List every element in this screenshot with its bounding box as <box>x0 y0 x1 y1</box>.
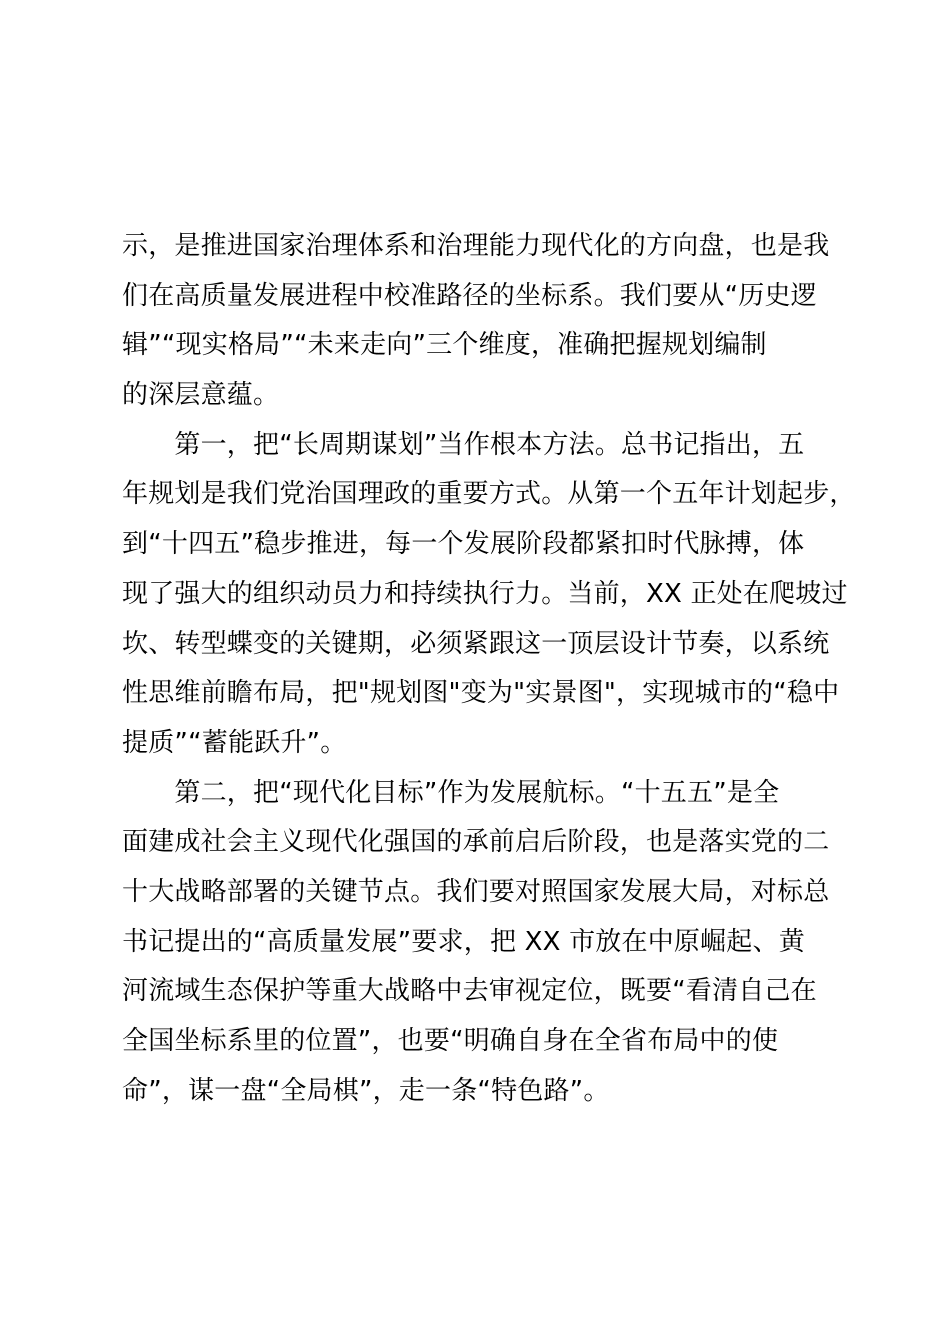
text-line: 坎、转型蝶变的关键期，必须紧跟这一顶层设计节奏，以系统 <box>122 628 830 659</box>
body-text <box>122 222 856 1116</box>
text-line: 到“十四五”稳步推进，每一个发展阶段都紧扣时代脉搏，体 <box>122 529 805 560</box>
text-line: 年规划是我们党治国理政的重要方式。从第一个五年计划起步， <box>122 479 856 510</box>
text-line: 现了强大的组织动员力和持续执行力。当前，XX 正处在爬坡过 <box>122 578 848 609</box>
text-line: 面建成社会主义现代化强国的承前启后阶段，也是落实党的二 <box>122 827 830 858</box>
text-line: 的深层意蕴。 <box>122 380 280 411</box>
text-line: 河流域生态保护等重大战略中去审视定位，既要“看清自己在 <box>122 976 817 1007</box>
paragraph-first-line: 第一，把“长周期谋划”当作根本方法。总书记指出，五 <box>122 429 805 460</box>
text-line: 十大战略部署的关键节点。我们要对照国家发展大局，对标总 <box>122 876 830 907</box>
text-line: 书记提出的“高质量发展”要求，把 XX 市放在中原崛起、黄 <box>122 926 805 957</box>
text-line: 示，是推进国家治理体系和治理能力现代化的方向盘，也是我 <box>122 231 830 261</box>
text-line: 辑”“现实格局”“未来走向”三个维度，准确把握规划编制 <box>122 330 767 361</box>
paragraph-first-line: 第二，把“现代化目标”作为发展航标。“十五五”是全 <box>122 777 780 808</box>
text-line: 们在高质量发展进程中校准路径的坐标系。我们要从“历史逻 <box>122 280 817 311</box>
text-line: 全国坐标系里的位置”，也要“明确自身在全省布局中的使 <box>122 1026 779 1056</box>
text-line: 提质”“蓄能跃升”。 <box>122 727 347 758</box>
text-line: 命”，谋一盘“全局棋”，走一条“特色路”。 <box>122 1075 610 1106</box>
text-line: 性思维前瞻布局，把"规划图"变为"实景图"，实现城市的“稳中 <box>122 678 840 709</box>
